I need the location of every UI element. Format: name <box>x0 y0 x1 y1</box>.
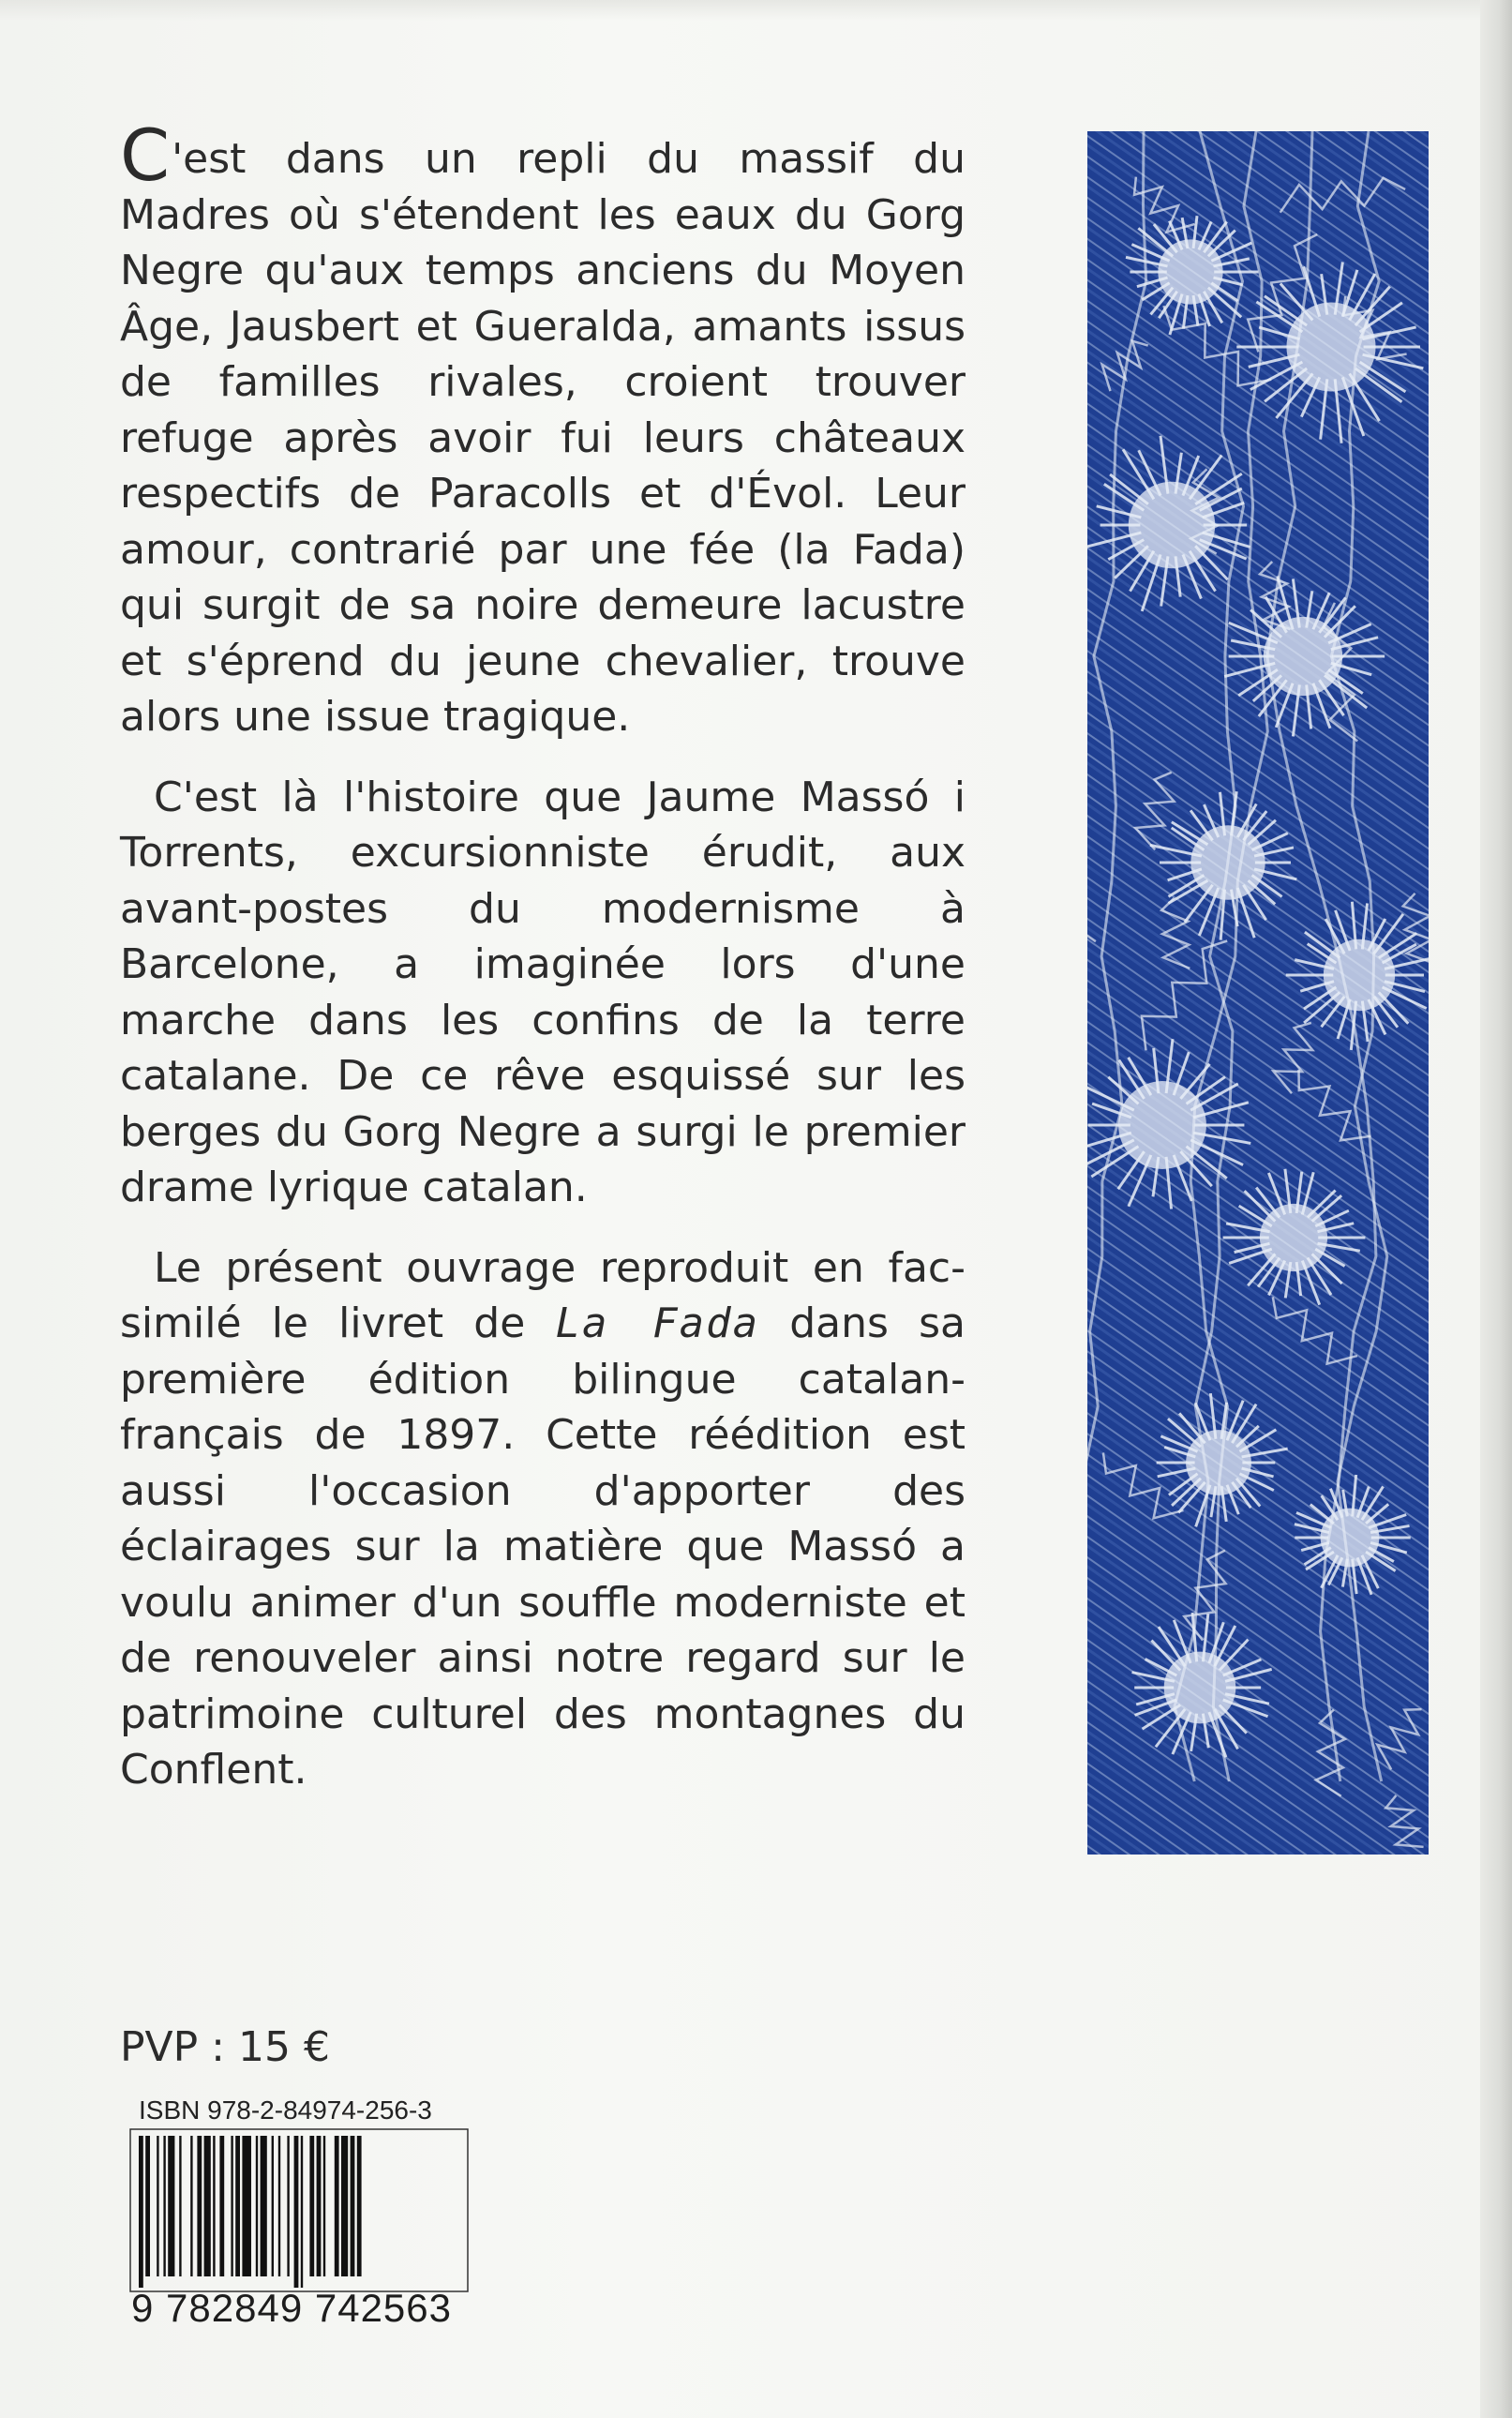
barcode-bar <box>272 2136 274 2276</box>
barcode-bar <box>235 2136 240 2276</box>
blurb-paragraph-1 <box>120 113 966 745</box>
spine-edge <box>1480 0 1512 2418</box>
barcode-bar <box>190 2136 192 2276</box>
barcode-bar <box>335 2136 339 2276</box>
barcode-bar <box>139 2136 143 2288</box>
barcode-bar <box>309 2136 314 2276</box>
barcode-bars <box>129 2128 469 2292</box>
barcode-bar <box>301 2136 303 2288</box>
barcode <box>129 2128 469 2292</box>
scan-top-edge <box>0 0 1512 21</box>
barcode-bar <box>204 2136 211 2276</box>
barcode-bar <box>278 2136 280 2276</box>
barcode-bar <box>213 2136 215 2276</box>
barcode-bar <box>287 2136 289 2276</box>
barcode-bar <box>357 2136 362 2276</box>
barcode-bar <box>341 2136 348 2276</box>
barcode-bar <box>179 2136 181 2276</box>
barcode-bar <box>163 2136 165 2276</box>
paragraph-3-text-b: dans sa première édition bilingue catalan-français de 1897. Cette réédition est aussi l'occasion d'apporter des éclairages sur la matière que Massó a voulu animer d'un souffle moderniste et de renouveler ainsi notre regard sur le patrimoine culturel des montagnes du Conflent. <box>120 1299 966 1794</box>
thistle-artwork <box>1087 131 1429 1855</box>
barcode-bar <box>317 2136 322 2276</box>
barcode-bar <box>168 2136 174 2276</box>
drop-cap: C <box>120 113 171 197</box>
barcode-bar <box>219 2136 224 2276</box>
barcode-bar <box>261 2136 267 2276</box>
blurb-text <box>120 113 966 1823</box>
isbn-label: ISBN 978-2-84974-256-3 <box>139 2095 432 2125</box>
barcode-bar <box>294 2136 299 2288</box>
barcode-bar <box>145 2136 150 2276</box>
ean-digits: 9 782849 742563 <box>131 2286 452 2330</box>
book-title-italic: La Fada <box>555 1299 760 1347</box>
barcode-bar <box>323 2136 325 2276</box>
barcode-bar <box>231 2136 232 2276</box>
barcode-bar <box>242 2136 251 2276</box>
paragraph-1-text: 'est dans un repli du massif du Madres où s'étendent les eaux du Gorg Negre qu'aux temps anciens du Moyen Âge, Jausbert et Gueralda, amants issus de familles rivales, croient trouver refuge après avoir fui leurs châteaux respectifs de Paracolls et d'Évol. Leur amour, contrarié par une fée (la Fada) qui surgit de sa noire demeure lacustre et s'éprend du jeune chevalier, trouve alors une issue tragique. <box>120 135 966 741</box>
thistle-illustration <box>1087 131 1429 1855</box>
blurb-paragraph-3 <box>120 1240 966 1798</box>
blurb-paragraph-2: C'est là l'histoire que Jaume Massó i Torrents, excursionniste érudit, aux avant-postes du modernisme à Barcelone, a imaginée lors d'une marche dans les confins de la terre catalane. De ce rêve esquissé sur les berges du Gorg Negre a surgi le premier drame lyrique catalan. <box>120 773 966 1211</box>
paragraph-3-text-a: Le présent ouvrage reproduit en fac-similé le livret de <box>120 1243 966 1347</box>
barcode-bar <box>351 2136 355 2276</box>
barcode-bar <box>256 2136 258 2276</box>
barcode-bar <box>157 2136 158 2276</box>
barcode-bar <box>197 2136 202 2276</box>
price-label: PVP : 15 € <box>120 2023 330 2071</box>
